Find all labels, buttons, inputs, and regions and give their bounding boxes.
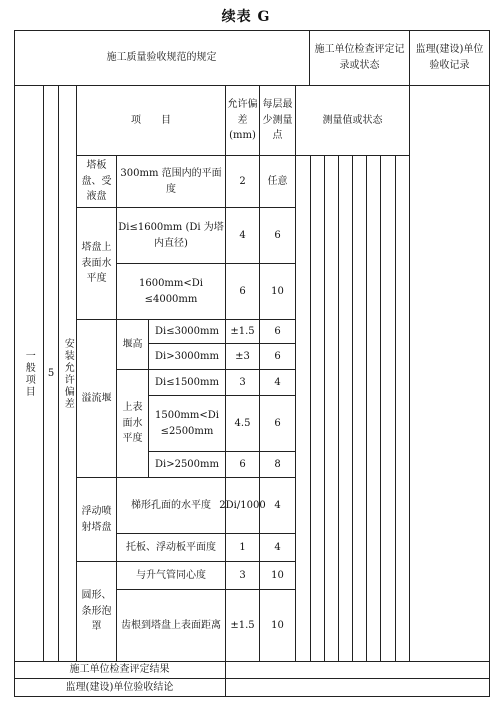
grid-line: [395, 156, 396, 662]
row-points: 6: [260, 208, 296, 264]
row-tolerance: 6: [226, 264, 260, 320]
row-points: 10: [260, 590, 296, 662]
subheader-measured: 测量值或状态: [296, 86, 410, 156]
row-desc: Di>2500mm: [149, 452, 226, 478]
item-number: 5: [44, 86, 59, 662]
header-supervisor-accept: 监理(建设)单位验收记录: [410, 30, 490, 86]
row-tolerance: ±3: [226, 344, 260, 370]
row-points: 6: [260, 396, 296, 452]
row-points: 10: [260, 562, 296, 590]
item-group-label: 安装允许偏差: [59, 86, 77, 662]
row-tolerance: 2: [226, 156, 260, 208]
grid-line: [366, 156, 367, 662]
row-desc: Di≤3000mm: [149, 320, 226, 344]
grid-line: [324, 156, 325, 662]
row-tolerance: 2Di/1000: [226, 478, 260, 534]
grid-line: [380, 156, 381, 662]
row-desc: 托板、浮动板平面度: [117, 534, 226, 562]
row-points: 8: [260, 452, 296, 478]
row-tolerance: 3: [226, 370, 260, 396]
grid-line: [338, 156, 339, 662]
footer-contractor-result-label: 施工单位检查评定结果: [14, 662, 226, 679]
row-group-tray-level: 塔盘上表面水平度: [77, 208, 117, 320]
row-tolerance: ±1.5: [226, 590, 260, 662]
row-desc: 300mm 范围内的平面度: [117, 156, 226, 208]
grid-line: [352, 156, 353, 662]
row-desc: 1500mm<Di ≤2500mm: [149, 396, 226, 452]
row-points: 4: [260, 478, 296, 534]
header-spec: 施工质量验收规范的规定: [14, 30, 310, 86]
row-points: 10: [260, 264, 296, 320]
row-desc: 1600mm<Di ≤4000mm: [117, 264, 226, 320]
subheader-item: 项 目: [77, 86, 226, 156]
row-points: 6: [260, 320, 296, 344]
row-tolerance: 4: [226, 208, 260, 264]
footer-contractor-result-value: [226, 662, 490, 679]
row-group-bubble-cap: 圆形、条形泡罩: [77, 562, 117, 662]
subheader-points: 每层最少测量点: [260, 86, 296, 156]
row-desc: 与升气管同心度: [117, 562, 226, 590]
row-desc: 齿根到塔盘上表面距离: [117, 590, 226, 662]
supervisor-record-area: [410, 86, 490, 662]
row-subgroup-weir-level: 上表面水平度: [117, 370, 149, 478]
row-points: 4: [260, 370, 296, 396]
row-desc: 梯形孔面的水平度: [117, 478, 226, 534]
measurement-grid: [296, 156, 410, 662]
category-label: 一般项目: [14, 86, 44, 662]
row-tolerance: ±1.5: [226, 320, 260, 344]
row-group-weir: 溢流堰: [77, 320, 117, 478]
row-group-float-tray: 浮动喷射塔盘: [77, 478, 117, 562]
subheader-tolerance: 允许偏差(mm): [226, 86, 260, 156]
row-tolerance: 1: [226, 534, 260, 562]
row-points: 4: [260, 534, 296, 562]
page-title: 续表 G: [221, 9, 271, 25]
row-desc: Di>3000mm: [149, 344, 226, 370]
row-tolerance: 6: [226, 452, 260, 478]
grid-line: [310, 156, 311, 662]
header-contractor-eval: 施工单位检查评定记录或状态: [310, 30, 410, 86]
row-subgroup-weir-height: 堰高: [117, 320, 149, 370]
inspection-table: [14, 30, 490, 697]
row-tolerance: 3: [226, 562, 260, 590]
row-desc: Di≤1600mm (Di 为塔内直径): [117, 208, 226, 264]
row-tolerance: 4.5: [226, 396, 260, 452]
footer-supervisor-conclusion-value: [226, 679, 490, 697]
row-points: 6: [260, 344, 296, 370]
row-desc: Di≤1500mm: [149, 370, 226, 396]
row-name-tray: 塔板盘、受液盘: [77, 156, 117, 208]
row-points: 任意: [260, 156, 296, 208]
footer-supervisor-conclusion-label: 监理(建设)单位验收结论: [14, 679, 226, 697]
